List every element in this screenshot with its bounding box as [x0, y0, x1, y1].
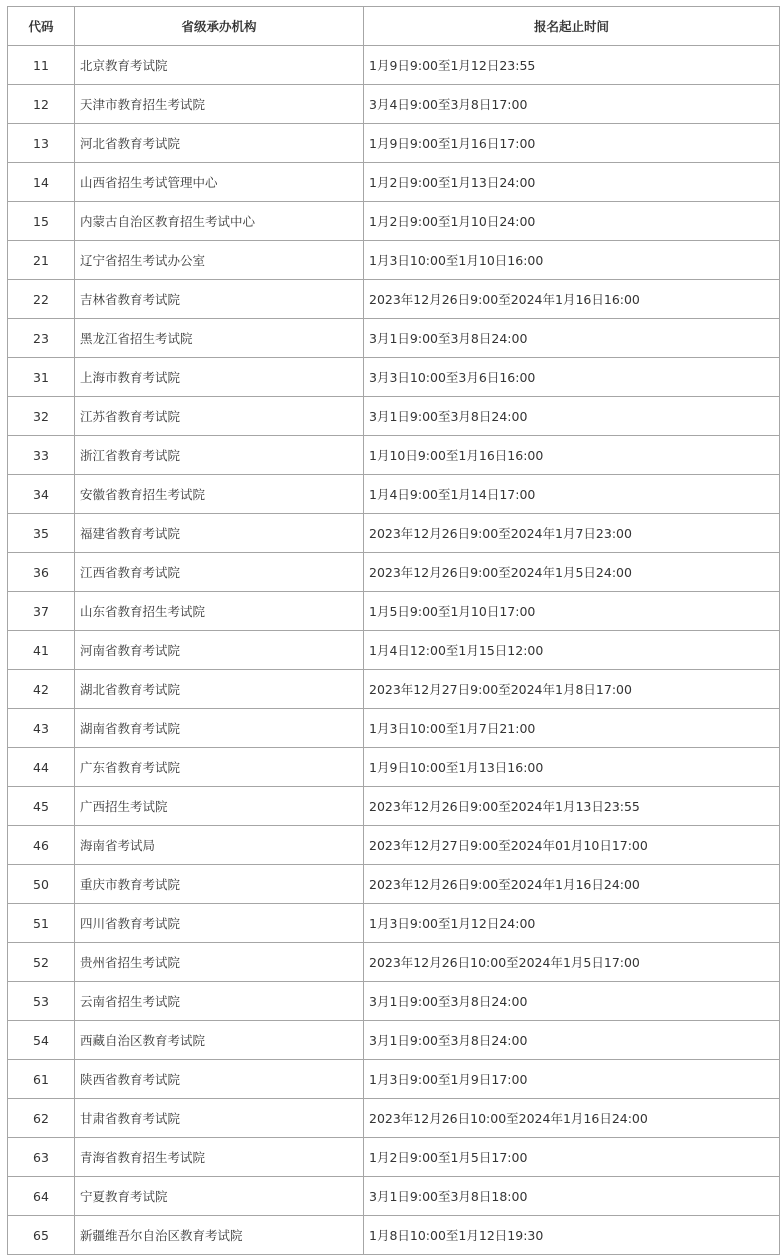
code-cell: 54: [8, 1021, 75, 1060]
code-cell: 61: [8, 1060, 75, 1099]
org-cell: 西藏自治区教育考试院: [75, 1021, 364, 1060]
table-row: [8, 631, 780, 670]
table-row: [8, 709, 780, 748]
table-row: [8, 670, 780, 709]
code-cell: 65: [8, 1216, 75, 1255]
table-row: [8, 1216, 780, 1255]
time-cell: 2023年12月26日10:00至2024年1月16日24:00: [364, 1099, 780, 1138]
table-row: [8, 163, 780, 202]
code-cell: 50: [8, 865, 75, 904]
code-cell: 41: [8, 631, 75, 670]
org-cell: 吉林省教育考试院: [75, 280, 364, 319]
code-cell: 52: [8, 943, 75, 982]
header-code: 代码: [8, 7, 75, 46]
code-cell: 45: [8, 787, 75, 826]
time-cell: 3月3日10:00至3月6日16:00: [364, 358, 780, 397]
time-cell: 1月9日9:00至1月16日17:00: [364, 124, 780, 163]
header-org: 省级承办机构: [75, 7, 364, 46]
time-cell: 3月1日9:00至3月8日24:00: [364, 982, 780, 1021]
org-cell: 云南省招生考试院: [75, 982, 364, 1021]
table-row: [8, 865, 780, 904]
table-body: [8, 46, 780, 1255]
table-row: [8, 592, 780, 631]
code-cell: 31: [8, 358, 75, 397]
code-cell: 64: [8, 1177, 75, 1216]
code-cell: 62: [8, 1099, 75, 1138]
table-row: [8, 1138, 780, 1177]
code-cell: 63: [8, 1138, 75, 1177]
org-cell: 内蒙古自治区教育招生考试中心: [75, 202, 364, 241]
code-cell: 42: [8, 670, 75, 709]
org-cell: 陕西省教育考试院: [75, 1060, 364, 1099]
org-cell: 重庆市教育考试院: [75, 865, 364, 904]
table-row: [8, 553, 780, 592]
org-cell: 江苏省教育考试院: [75, 397, 364, 436]
org-cell: 湖北省教育考试院: [75, 670, 364, 709]
code-cell: 32: [8, 397, 75, 436]
org-cell: 辽宁省招生考试办公室: [75, 241, 364, 280]
time-cell: 1月3日10:00至1月10日16:00: [364, 241, 780, 280]
org-cell: 江西省教育考试院: [75, 553, 364, 592]
table-row: [8, 124, 780, 163]
time-cell: 1月8日10:00至1月12日19:30: [364, 1216, 780, 1255]
org-cell: 天津市教育招生考试院: [75, 85, 364, 124]
org-cell: 广西招生考试院: [75, 787, 364, 826]
code-cell: 35: [8, 514, 75, 553]
table-row: [8, 904, 780, 943]
registration-table-container: [7, 6, 780, 1255]
table-row: [8, 514, 780, 553]
table-row: [8, 475, 780, 514]
org-cell: 黑龙江省招生考试院: [75, 319, 364, 358]
org-cell: 上海市教育考试院: [75, 358, 364, 397]
time-cell: 2023年12月26日9:00至2024年1月5日24:00: [364, 553, 780, 592]
code-cell: 14: [8, 163, 75, 202]
table-row: [8, 787, 780, 826]
code-cell: 11: [8, 46, 75, 85]
code-cell: 12: [8, 85, 75, 124]
org-cell: 安徽省教育招生考试院: [75, 475, 364, 514]
org-cell: 北京教育考试院: [75, 46, 364, 85]
time-cell: 2023年12月26日10:00至2024年1月5日17:00: [364, 943, 780, 982]
time-cell: 1月2日9:00至1月10日24:00: [364, 202, 780, 241]
time-cell: 3月1日9:00至3月8日24:00: [364, 1021, 780, 1060]
code-cell: 44: [8, 748, 75, 787]
time-cell: 2023年12月27日9:00至2024年1月8日17:00: [364, 670, 780, 709]
time-cell: 1月3日9:00至1月12日24:00: [364, 904, 780, 943]
table-row: [8, 319, 780, 358]
org-cell: 广东省教育考试院: [75, 748, 364, 787]
time-cell: 3月1日9:00至3月8日24:00: [364, 319, 780, 358]
org-cell: 河北省教育考试院: [75, 124, 364, 163]
time-cell: 2023年12月26日9:00至2024年1月13日23:55: [364, 787, 780, 826]
org-cell: 新疆维吾尔自治区教育考试院: [75, 1216, 364, 1255]
code-cell: 51: [8, 904, 75, 943]
time-cell: 1月10日9:00至1月16日16:00: [364, 436, 780, 475]
time-cell: 1月4日9:00至1月14日17:00: [364, 475, 780, 514]
code-cell: 53: [8, 982, 75, 1021]
time-cell: 2023年12月26日9:00至2024年1月16日16:00: [364, 280, 780, 319]
org-cell: 海南省考试局: [75, 826, 364, 865]
time-cell: 1月2日9:00至1月13日24:00: [364, 163, 780, 202]
org-cell: 山东省教育招生考试院: [75, 592, 364, 631]
table-row: [8, 1099, 780, 1138]
org-cell: 青海省教育招生考试院: [75, 1138, 364, 1177]
registration-table: [7, 6, 780, 1255]
org-cell: 福建省教育考试院: [75, 514, 364, 553]
code-cell: 43: [8, 709, 75, 748]
time-cell: 1月2日9:00至1月5日17:00: [364, 1138, 780, 1177]
time-cell: 1月4日12:00至1月15日12:00: [364, 631, 780, 670]
table-row: [8, 436, 780, 475]
time-cell: 2023年12月27日9:00至2024年01月10日17:00: [364, 826, 780, 865]
time-cell: 1月3日10:00至1月7日21:00: [364, 709, 780, 748]
table-row: [8, 826, 780, 865]
table-row: [8, 202, 780, 241]
code-cell: 22: [8, 280, 75, 319]
table-row: [8, 1060, 780, 1099]
org-cell: 浙江省教育考试院: [75, 436, 364, 475]
code-cell: 33: [8, 436, 75, 475]
table-header-row: [8, 7, 780, 46]
table-row: [8, 1177, 780, 1216]
org-cell: 宁夏教育考试院: [75, 1177, 364, 1216]
org-cell: 贵州省招生考试院: [75, 943, 364, 982]
code-cell: 23: [8, 319, 75, 358]
table-row: [8, 1021, 780, 1060]
table-row: [8, 46, 780, 85]
time-cell: 2023年12月26日9:00至2024年1月7日23:00: [364, 514, 780, 553]
table-row: [8, 982, 780, 1021]
time-cell: 3月1日9:00至3月8日18:00: [364, 1177, 780, 1216]
table-row: [8, 943, 780, 982]
table-row: [8, 397, 780, 436]
code-cell: 34: [8, 475, 75, 514]
table-row: [8, 280, 780, 319]
time-cell: 1月5日9:00至1月10日17:00: [364, 592, 780, 631]
table-row: [8, 748, 780, 787]
time-cell: 3月1日9:00至3月8日24:00: [364, 397, 780, 436]
code-cell: 46: [8, 826, 75, 865]
time-cell: 1月3日9:00至1月9日17:00: [364, 1060, 780, 1099]
time-cell: 2023年12月26日9:00至2024年1月16日24:00: [364, 865, 780, 904]
table-row: [8, 241, 780, 280]
table-row: [8, 358, 780, 397]
code-cell: 13: [8, 124, 75, 163]
code-cell: 15: [8, 202, 75, 241]
time-cell: 1月9日9:00至1月12日23:55: [364, 46, 780, 85]
org-cell: 湖南省教育考试院: [75, 709, 364, 748]
org-cell: 山西省招生考试管理中心: [75, 163, 364, 202]
code-cell: 37: [8, 592, 75, 631]
time-cell: 3月4日9:00至3月8日17:00: [364, 85, 780, 124]
org-cell: 河南省教育考试院: [75, 631, 364, 670]
table-row: [8, 85, 780, 124]
time-cell: 1月9日10:00至1月13日16:00: [364, 748, 780, 787]
header-time: 报名起止时间: [364, 7, 780, 46]
code-cell: 21: [8, 241, 75, 280]
code-cell: 36: [8, 553, 75, 592]
org-cell: 甘肃省教育考试院: [75, 1099, 364, 1138]
org-cell: 四川省教育考试院: [75, 904, 364, 943]
